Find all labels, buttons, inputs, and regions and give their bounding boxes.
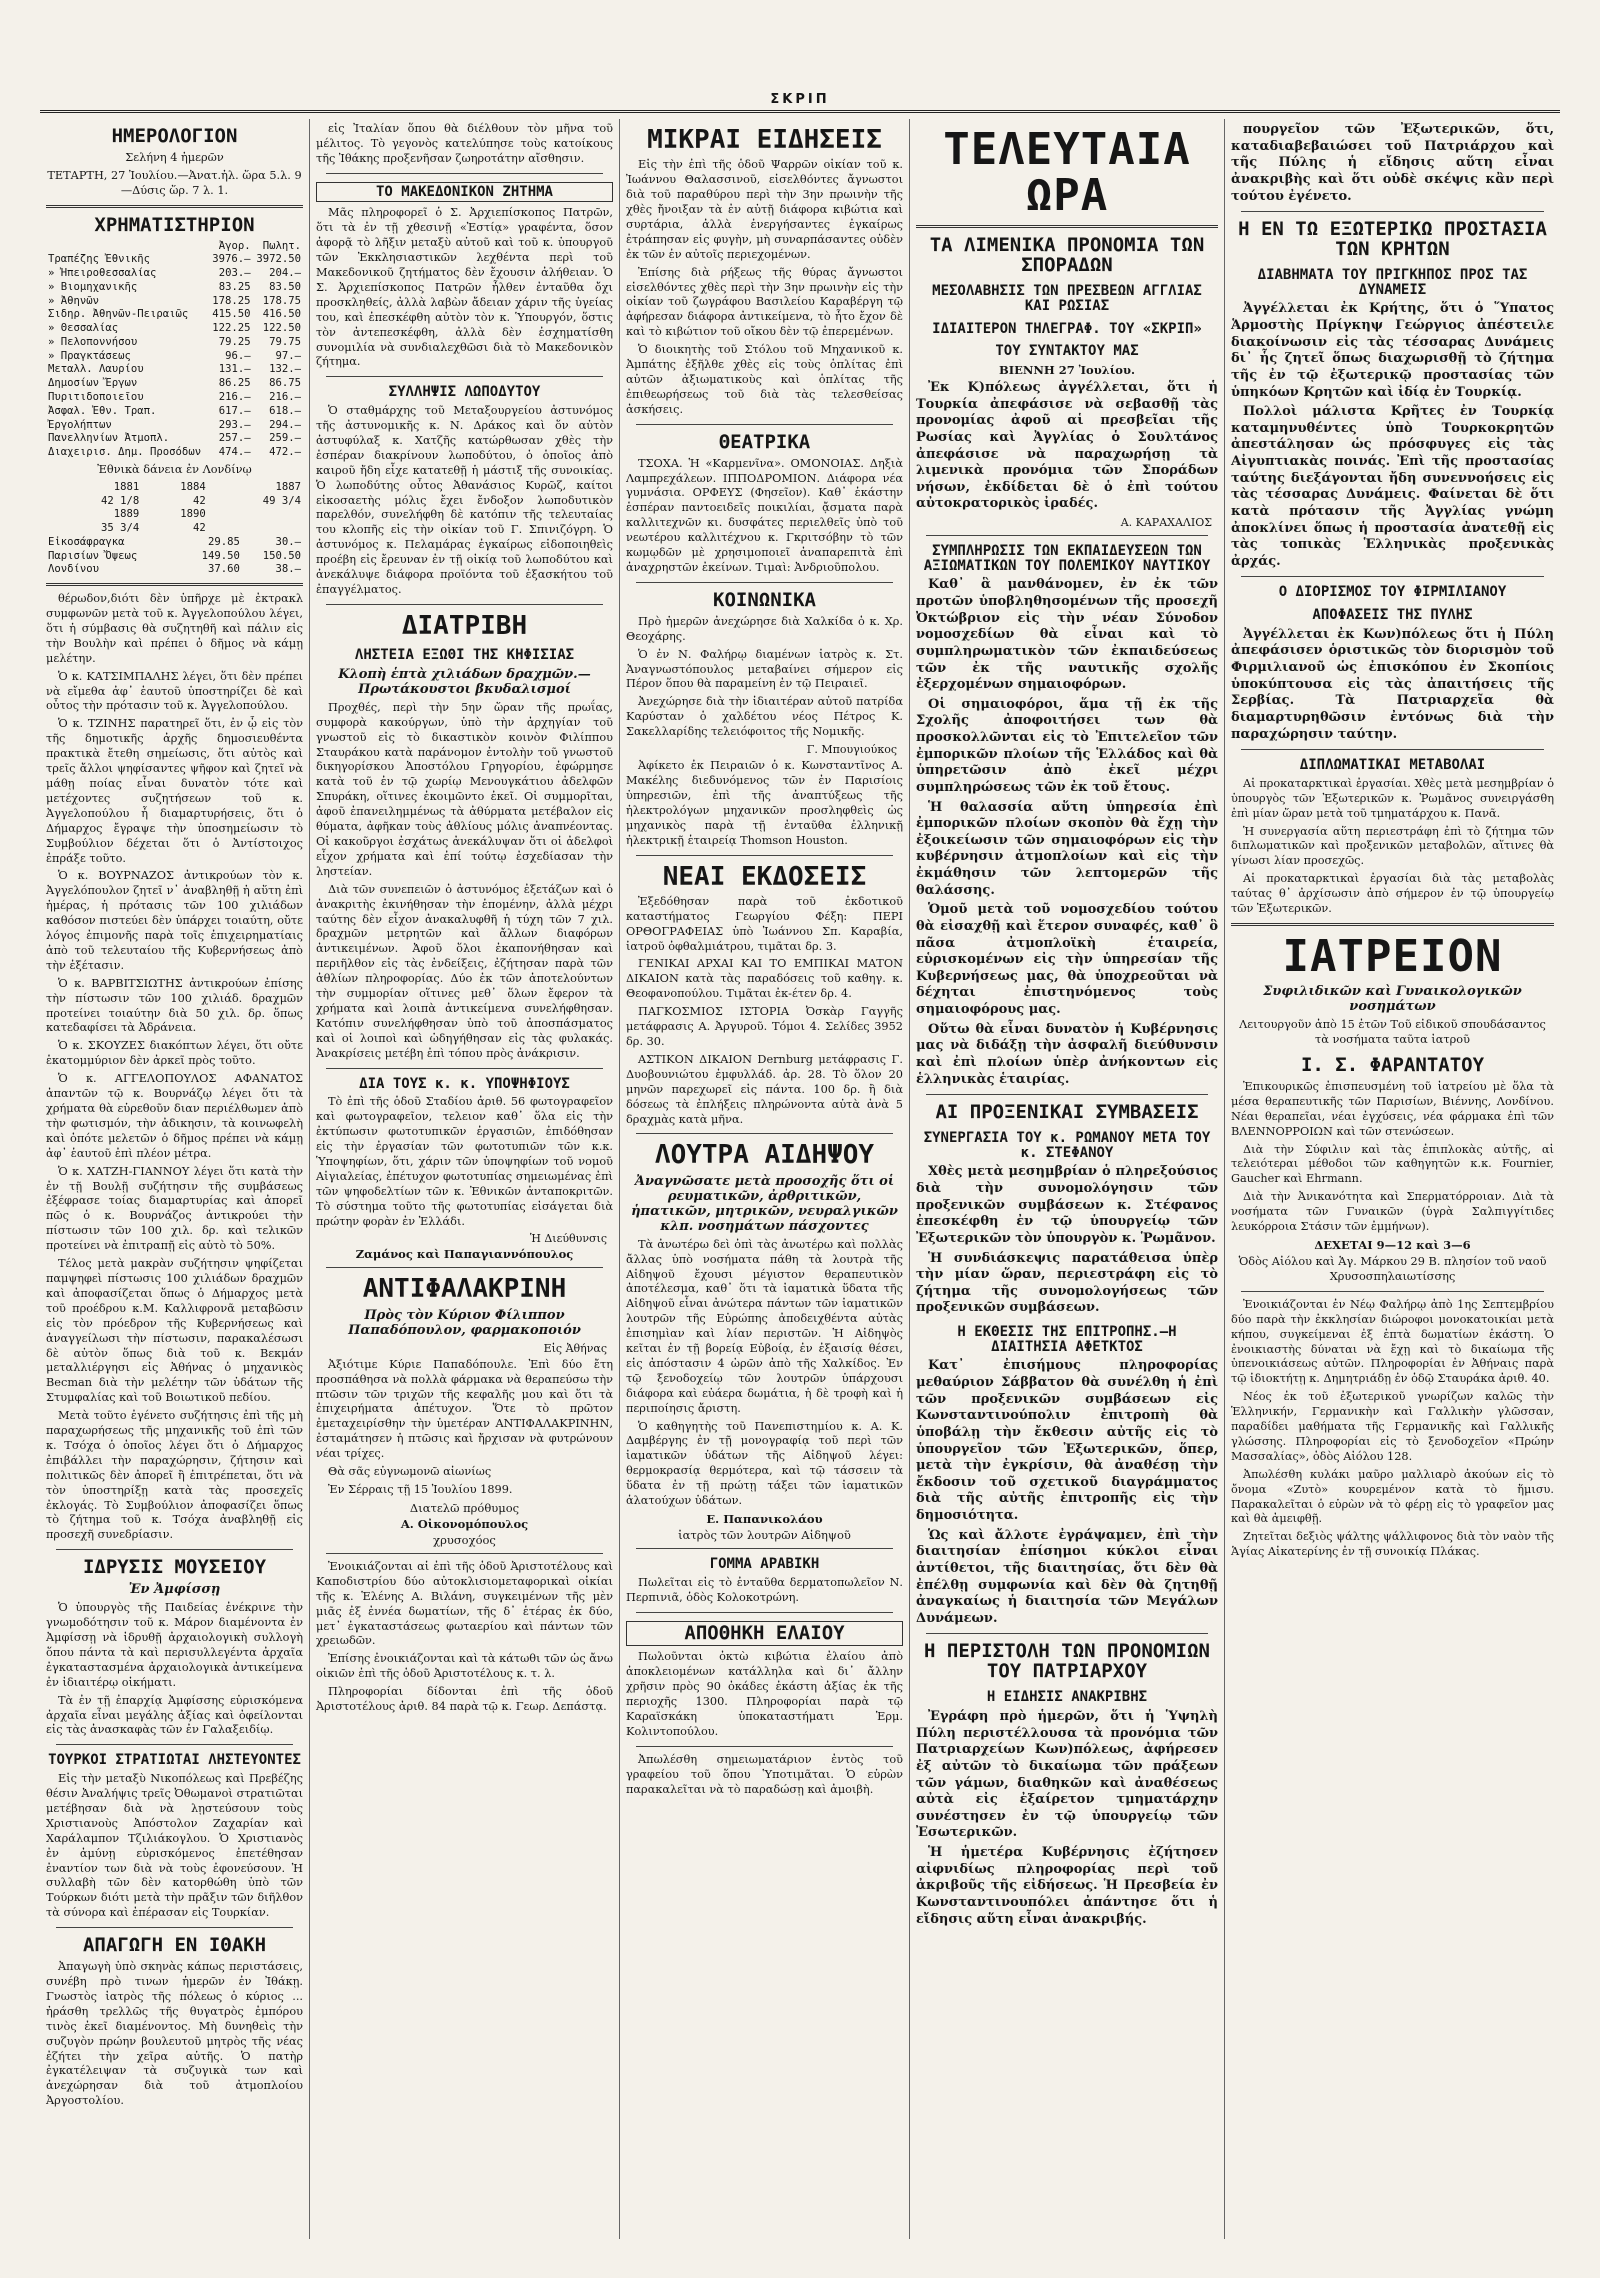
table-cell: 178.75 xyxy=(262,294,301,307)
table-row xyxy=(46,350,303,364)
classified-ad: Ἀπωλέσθη σημειωματάριον ἐντὸς τοῦ γραφείου τοῦ ὅπου Ὑποτιμᾶται. Ὁ εὑρὼν παρακαλεῖται νὰ τὸ παραδώσῃ καὶ ἀμοιβὴ. xyxy=(626,1752,903,1796)
macedonian-headline: ΤΟ ΜΑΚΕΔΟΝΙΚΟΝ ΖΗΤΗΜΑ xyxy=(316,182,613,203)
final-hour-headline: ΤΕΛΕΥΤΑΙΑ ΩΡΑ xyxy=(943,124,1191,222)
table-row xyxy=(46,240,303,254)
antifalakrini-lead: Πρὸς τὸν Κύριον Φίλιππον Παπαδόπουλον, φαρμακοποιόν xyxy=(348,1307,581,1338)
table-cell: 3976.— xyxy=(212,253,251,266)
diatrivi-headline: ΔΙΑΤΡΙΒΗ xyxy=(401,610,528,641)
article-text: Προχθές, περὶ τὴν 5ην ὥραν τῆς πρωΐας, συμφορὰ κακούργων, ὑπὸ τὴν ἀρχηγίαν τοῦ γνωστοῦ εἰς τὸ δικαστικὸν κοινὸν Φιλίππου Σταυράκου κατὰ παράνομον ἐντολὴν τοῦ γνωστοῦ δικηγορίσκου Ἀποστόλου Γρηγορίου, ἐφώρμησε κατὰ τοῦ ἐν τῷ χωρίῳ Μενουγκάτιου ἀδελφῶν Σπυράκη, οἵτινες ἐκοιμῶντο ἐκεῖ. Οἱ συμμορῖται, ἀφοῦ ἐπανειλημμένως τὰ ἀθύρματα μετέβαλον εἰς θύματα, ἀφῆκαν τοὺς ἀθλίους μόλις ἀναπνέοντας. Οἱ κακοῦργοι ἐσχάτως ἀνεκάλυψαν ὅτι οἱ ἀδελφοὶ εἶχον χρήματα καὶ ἐπί τούτῳ ἐσχεδίασαν τὴν ληστείαν. xyxy=(316,700,613,878)
table-cell: 1881 xyxy=(113,480,140,493)
port-subheadline: ΜΕΣΟΛΑΒΗΣΙΣ ΤΩΝ ΠΡΕΣΒΕΩΝ ΑΓΓΛΙΑΣ ΚΑΙ ΡΩΣΙΑΣ xyxy=(932,283,1202,314)
abduct-headline: ΑΠΑΓΩΓΗ ΕΝ ΙΘΑΚΗ xyxy=(82,1934,267,1957)
table-row xyxy=(46,295,303,309)
table-cell: Διαχειρισ. Δημ. Προσόδων xyxy=(48,446,202,459)
diatrivi-subheadline: ΛΗΣΤΕΙΑ ΕΞΩΘΙ ΤΗΣ ΚΗΦΙΣΙΑΣ xyxy=(354,647,575,664)
theatre-headline: ΘΕΑΤΡΙΚΑ xyxy=(718,430,811,453)
table-cell: 3972.50 xyxy=(256,253,301,266)
article-text: Ἀξιότιμε Κύριε Παπαδόπουλε. Ἐπὶ δύο ἔτη προσπάθησα νὰ πολλὰ φάρμακα νὰ θεραπεύσω τὴν πτῶσιν τῶν τριχῶν τῆς κεφαλῆς μου καὶ ὅτι τὰ ἐπιχειρήματα ἀπέτυχον. Ὅτε τὸ πρῶτον ἐμεταχειρίσθην τὴν ὑμετέραν ΑΝΤΙΦΑΛΑΚΡΙΝΗΝ, ἐσταμάτησεν ἡ πτῶσις καὶ ἤρχισαν νὰ φυτρώνουν νέαι τρίχες. xyxy=(316,1357,613,1461)
article-text: Μᾶς πληροφορεῖ ὁ Σ. Ἀρχιεπίσκοπος Πατρῶν, ὅτι τὰ ἐν τῇ χθεσινῇ «Ἑστίᾳ» γραφέντα, ὅσον ἀφορᾷ τὸ λῆξιν μεταξὺ αὐτοῦ καὶ τοῦ κ. ὑπουργοῦ τῶν Ἐκκλησιαστικῶν λεχθέντα περὶ τοῦ Μακεδονικοῦ ζητήματος δὲν ἔχουσιν ἀλήθειαν. Ὁ Σ. Ἀρχιεπίσκοπος Πατρῶν ἦλθεν ἐνταῦθα ὄχι προσκληθείς, ἀλλὰ λαβὼν ἄδειαν χάριν τῆς ὑγείας του, καὶ ἐπεσκέφθη αὐτὸν τὸν κ. Ὑπουργόν, ὅστις τὸν ἀντεπεσκέφθη, ἀλλὰ δὲν ἐσχηματίσθη συνομιλία νὰ συνδιαλεχθῶσι διὰ τὸ Μακεδονικὸν ζήτημα. xyxy=(316,206,613,369)
article-text: Τὰ ἀνωτέρω δεὶ ὀπὶ τὰς ἀνωτέρω καὶ πολλὰς ἄλλας ὑπὸ νοσήματα πάθη τὰ λουτρὰ τῆς Αἰδηψοῦ ἔχουσι μέγιστον θεραπευτικὸν ἀποτέλεσμα, καθ᾽ ὅτι τὰ ἰαματικὰ ὕδατα τῆς Αἰδηψοῦ εἶναι ἀνώτερα πάντων τῶν ἰαματικῶν λουτρῶν τῆς Εὐρώπης ἀποδειχθέντα αὐτὰς ἐπισημὶαν καὶ λίαν περιστῶν. Ἡ Αἰδηψὸς κεῖται ἐν τῇ βορείᾳ Εὐβοίᾳ, ἐν ἐξαισίᾳ θέσει, εἰς ἀπόστασιν 4 ὡρῶν ἀπὸ τῆς Χαλκίδος. Ἐν τῷ ξενοδοχείῳ τῶν λουτρῶν ὑπάρχουσι διάφορα καὶ εὐάερα δωμάτια, ἡ δὲ τροφὴ καὶ ἡ περιποίησις ἄριστη. xyxy=(626,1237,903,1415)
table-cell: 617.— xyxy=(218,404,251,417)
table-row xyxy=(46,377,303,391)
table-cell: » Ἠπειροθεσσαλίας xyxy=(48,267,157,280)
clinic-text: Ἐπικουρικῶς ἐπισπευσμένη τοῦ ἰατρείου μὲ ὅλα τὰ μέσα θεραπευτικῆς τῶν Παρισίων, Βιέννης, Λονδίνου. Νέαι θεραπεῖαι, νέαι ἐγχύσεις, νέα φάρμακα ἐπὶ τῶν ΒΛΕΝΝΟΡΡΟΙΩΝ καὶ τῶν στενώσεων. xyxy=(1231,1079,1554,1138)
table-cell: Μεταλλ. Λαυρίου xyxy=(48,363,144,376)
table-cell: 97.— xyxy=(275,349,301,362)
article-text: Ὁ κ. ΑΓΓΕΛΟΠΟΥΛΟΣ ΑΦΑΝΑΤΟΣ ἀπαντῶν τῷ κ. Βουρνάζῳ λέγει ὅτι τὰ χρήματα θὰ εὑρεθοῦν διαν περιέλθωμεν ἀπὸ τὴν φωτισμόν, τὴν ἀδικησιν, τὰ κοινωφελὴ καὶ ὁπότε μελετῶν ὁ δῆμος πρέπει νὰ κάμῃ ἀφ᾽ ἑαυτοῦ ἐπὶ πλέον μέτρα. xyxy=(46,1072,303,1160)
patriarch-subheadline: Η ΕΙΔΗΣΙΣ ΑΝΑΚΡΙΒΗΣ xyxy=(986,1689,1148,1706)
article-text: Αἱ προκαταρκτικαὶ ἐργασίαι διὰ τὰς μεταβολὰς ταύτας θ᾽ ἀρχίσωσιν ἀπὸ σήμερον ἐν τῷ ὑπουργείῳ τῶν Ἐξωτερικῶν. xyxy=(1231,872,1554,916)
table-cell: 96.— xyxy=(225,349,251,362)
publications-headline: ΝΕΑΙ ΕΚΔΟΣΕΙΣ xyxy=(662,861,867,892)
table-cell: 35 3/4 xyxy=(100,522,140,535)
table-cell: 178.25 xyxy=(212,294,251,307)
article-text: Μετὰ τοῦτο ἐγένετο συζήτησις ἐπὶ τῆς μὴ παραχωρήσεως τῆς μηχανικῆς τοῦ ἐπὶ τῶν κ. Τσόχα ὁ ὁποῖος λέγει ὅτι ὁ Δήμαρχος ἐπιβάλλει τὴν παραχώρησιν, ζήτησιν καὶ πολιτικῶς δὲν ἀπορεῖ ἢ ἐπιτρέπεται, ὅτι νὰ τὸν ὑποστηρίξῃ κατὰ τὰς προσεχεῖς ἐκλογάς. Τὸ Συμβούλιον ἀποφασίζει ὅπως τὸ ζήτημα τοῦ κ. Τσόχα ἀναβληθῇ εἰς προσεχῆ συνεδρίασιν. xyxy=(46,1409,303,1542)
column-3 xyxy=(620,119,910,2239)
exchange-table xyxy=(46,240,303,460)
table-cell: 83.25 xyxy=(218,280,251,293)
table-row xyxy=(46,495,303,509)
table-cell: 474.— xyxy=(218,446,251,459)
clinic-doctor-name: Ι. Σ. ΦΑΡΑΝΤΑΤΟΥ xyxy=(1300,1053,1485,1076)
table-row xyxy=(46,522,303,536)
classified-ad: Ζητεῖται δεξιὸς ψάλτης ψάλλιφονος διὰ τὸν ναὸν τῆς Ἁγίας Αἰκατερίνης ἐν τῇ συνοικίᾳ Πλάκας. xyxy=(1231,1530,1554,1559)
table-row xyxy=(46,363,303,377)
article-text: Πρὸ ἡμερῶν ἀνεχώρησε διὰ Χαλκίδα ὁ κ. Χρ. Θεοχάρης. xyxy=(626,614,903,643)
table-cell: 37.60 xyxy=(208,563,240,576)
article-text: Ἀνεχώρησε διὰ τὴν ἰδιαιτέραν αὐτοῦ πατρίδα Καρύσταν ὁ χαλδέτου νέος Πέτρος Κ. Σακελλαρίδης τελειόφοιτος τῆς Νομικῆς. xyxy=(626,695,903,739)
signature: Α. ΚΑΡΑΧΑΛΙΟΣ xyxy=(1120,516,1212,529)
article-text: Ἐξεδόθησαν παρὰ τοῦ ἐκδοτικοῦ καταστήματος Γεωργίου Φέξη: ΠΕΡΙ ΟΡΘΟΓΡΑΦΕΙΑΣ ὑπὸ Ἰωάννου Σπ. Καραβία, ἰατροῦ ὀφθαλμιάτρου, τιμᾶται δρ. 3. xyxy=(626,894,903,953)
table-cell: 150.50 xyxy=(262,549,301,562)
article-text: Χθὲς μετὰ μεσημβρίαν ὁ πληρεξούσιος διὰ τὴν συνομολόγησιν τῶν προξενικῶν συμβάσεων κ. Στέφανος ἐπεσκέφθη ἐν τῷ ὑπουργείῳ τῶν Ἐξωτερικῶν τὸν ὑπουργὸν κ. Ῥωμᾶνον. xyxy=(916,1164,1218,1246)
loans-table xyxy=(46,481,303,536)
column-4 xyxy=(910,119,1225,2239)
calendar-title: ΗΜΕΡΟΛΟΓΙΟΝ xyxy=(111,125,238,147)
table-cell: Πυριτιδοποιεῖου xyxy=(48,391,144,404)
table-row xyxy=(46,550,303,564)
signature: Α. Οἰκονομόπουλος xyxy=(400,1516,529,1531)
table-row xyxy=(46,281,303,295)
article-text: Τέλος μετὰ μακρὰν συζήτησιν ψηφίζεται παμψηφεὶ πίστωσις 100 χιλιάδων δραχμῶν καὶ ἀποφασίζεται ὅπως ὁ Δήμαρχος μετὰ τοῦ προέδρου κ.Μ. Καλλιφρονᾶ μεταβῶσιν εἰς τὸν πρόεδρον τῆς Κυβερνήσεως καὶ ἀναγγείλωσι τὴν πίστωσιν, παρακαλέσωσι δὲ αὐτὸν ὅπως διὰ τοῦ κ. Βεκμάν μεταλλιέργησι εἰς Ἀθήνας ὁ μηχανικὸς Becman διὰ τὴν μελέτην τῶν ὑδάτων τῆς Στυμφαλίας καὶ τοῦ Βοιωτικοῦ πεδίου. xyxy=(46,1257,303,1405)
clinic-address: Ὁδὸς Αἰόλου καὶ Ἁγ. Μάρκου 29 Β. πλησίον τοῦ ναοῦ Χρυσοσπηλαιωτίσσης xyxy=(1238,1254,1547,1283)
signature: Γ. Μπουγιούκος xyxy=(806,743,897,757)
article-text: Ὁ διοικητὴς τοῦ Στόλου τοῦ Μηχανικοῦ κ. Ἀμπάτης ἐξῆλθε χθὲς εἰς τοὺς ὁπλίτας ἐπὶ αὐτῶν ἀξιωματικοὺς καὶ ὁπλίτας τῆς ἐπιθεωρήσεως τοῦ διὰ τὰς τελεσθείσας ἀσκήσεις. xyxy=(626,343,903,416)
classified-ad: Ἐπίσης ἐνοικιάζονται καὶ τὰ κάτωθι τῶν ὡς ἄνω οἰκιῶν ἐπὶ τῆς ὁδοῦ Ἀριστοτέλους κ. τ. λ. xyxy=(316,1652,613,1681)
clinic-hours: ΔΕΧΕΤΑΙ 9—12 καὶ 3—6 xyxy=(1314,1237,1471,1252)
table-cell: Ἀσφαλ. Ἐθν. Τραπ. xyxy=(48,404,157,417)
article-text: Οἱ σημαιοφόροι, ἅμα τῇ ἐκ τῆς Σχολῆς ἀποφοιτήσει των θὰ προσκολλῶνται εἰς τὸ Ἐπιτελεῖον τῶν ἐμπορικῶν πλοίων τῆς Ἑλλάδος καὶ θὰ ὑπηρετῶσιν ἀπὸ ἐκεῖ μέχρι συμπληρώσεως τῶν ἐκ τοῦ ἔτους. xyxy=(916,696,1218,795)
article-text: Ἡ ἡμετέρα Κυβέρνησις ἐζήτησεν αἰφνιδίως πληροφορίας περὶ τοῦ ἀκριβοῦς τῆς εἰδήσεως. Ἡ Πρεσβεία ἐν Κωνσταντινουπόλει ἀπάντησε ὅτι ἡ εἴδησις αὕτη εἶναι ἀνακριβής. xyxy=(916,1845,1218,1927)
table-row xyxy=(46,267,303,281)
table-cell: » Θεσσαλίας xyxy=(48,322,119,335)
exchange-head-buy: Ἀγορ. xyxy=(218,239,251,252)
article-text: Ὁ κ. ΧΑΤΖΗ-ΓΙΑΝΝΟΥ λέγει ὅτι κατὰ τὴν ἐν τῇ Βουλῇ συζήτησιν τῆς συμβάσεως ἐξέφρασε τοίας διαμαρτυρίας καὶ ἀπορεῖ πῶς ὁ κ. Βουρνάζος ἀντικρούει τὴν πίστωσιν τῶν 100 χιλ. δρ. καὶ τελικῶν προτείνει νὰ ἐπιτραπῇ εἰς αὐτὸ τὸ 50%. xyxy=(46,1164,303,1253)
article-text: Ὁ καθηγητὴς τοῦ Πανεπιστημίου κ. Α. Κ. Δαμβέργης ἐν τῇ μονογραφίᾳ τοῦ περὶ τῶν ἰαματικῶν ὑδάτων τῆς Αἰδηψοῦ λέγει: θερμοκρασίᾳ θερμότερα, καὶ τῷ τάσσειν τὰ ὕδατα ἐν τῇ πρώτῃ τάξει τῶν ἰαματικῶν ἁλατούχων ὑδάτων. xyxy=(626,1419,903,1508)
classified-ad: Ἀπωλέσθη κυλάκι μαῦρο μαλλιαρὸ ἀκούων εἰς τὸ ὄνομα «Ζυτὸ» κουρεμένον κατὰ τὸ ἥμισυ. Παρακαλεῖται ὁ εὑρὼν νὰ τὸ φέρῃ εἰς τὸ γραφεῖον μας καὶ θὰ ἀμειφθῇ. xyxy=(1231,1467,1554,1526)
firmilian-subheadline: ΑΠΟΦΑΣΕΙΣ ΤΗΣ ΠΥΛΗΣ xyxy=(1312,607,1473,624)
classified-ad: Πωλοῦνται ὀκτὼ κιβώτια ἐλαίου ἀπὸ ἀποκλειομένων κατάλληλα καὶ δι᾽ ἄλλην χρῆσιν πρὸς 90 ὀκάδες ἐκάστη ἀξίας ἐκ τῆς περιοχῆς 1300. Πληροφορίαι παρὰ τῷ Καραϊσκάκη ὑποκαταστήματι Ἑρμ. Κολιντοπούλου. xyxy=(626,1650,903,1738)
table-cell: Παρισίων Ὄψεως xyxy=(48,549,138,562)
article-text: Ἀφίκετο ἐκ Πειραιῶν ὁ κ. Κωνσταντῖνος Α. Μακέλης διεδυνόμενος τῶν ἐν Παρισίοις ὑπηρεσιῶν, ἐπὶ τῆς ἀναπτύξεως τῆς ἠλεκτρολόγων μηχανικῶν προσληφθεὶς ὡς μηχανικὸς παρὰ τῇ ἐνταῦθα ἐλληνικῇ ἠλεκτρικῇ ἑταιρείᾳ Thomson Houston. xyxy=(626,759,903,847)
table-cell: 216.— xyxy=(218,391,251,404)
table-cell: 416.50 xyxy=(262,308,301,321)
table-row xyxy=(46,536,303,550)
diatrivi-lead: Κλοπὴ ἑπτὰ χιλιάδων δραχμῶν.—Πρωτάκουστοι βκυδαλισμοί xyxy=(338,666,591,697)
table-cell: Σιδηρ. Ἀθηνῶν-Πειραιῶς xyxy=(48,308,189,321)
signature: χρυσοχόος xyxy=(433,1532,496,1547)
table-cell: 29.85 xyxy=(208,535,240,548)
calendar-date: ΤΕΤΑΡΤΗ, 27 Ἰουλίου.—Ἀνατ.ἡλ. ὥρα 5.λ. 9—Δύσις ὥρ. 7 λ. 1. xyxy=(47,168,302,197)
firmilian-headline: Ο ΔΙΟΡΙΣΜΟΣ ΤΟΥ ΦΙΡΜΙΛΙΑΝΟΥ xyxy=(1278,584,1507,601)
table-cell: 49 3/4 xyxy=(262,494,301,507)
exchange-title: ΧΡΗΜΑΤΙΣΤΗΡΙΟΝ xyxy=(94,213,255,236)
column-2 xyxy=(310,119,620,2239)
article-text: Ἐπίσης διὰ ρήξεως τῆς θύρας ἄγνωστοι εἰσελθόντες χθὲς περὶ τὴν 3ην πρωινὴν εἰς τὴν οἰκίαν τοῦ ζωγράφου Βασιλείου Καραβέργη τῷ ἀφήρεσαν διάφορα ἀντικείμενα, τὸ ἦτο ἔχον δὲ καὶ τὸ κιβώτιον τοῦ οἴκου δὲν τῷ ἐπερεμένων. xyxy=(626,265,903,339)
article-text: Ὁ κ. ΤΖΙΝΗΣ παρατηρεῖ ὅτι, ἐν ᾧ εἰς τὸν τῆς δημοτικῆς ἀρχῆς δημοσιευθέντα πρακτικὰ ἔτεθη σημείωσις, ὅτι αὐτὸς καὶ τρεῖς ἄλλοι ψηφίσαντες ψῆφον καὶ ζητεῖ νὰ μάθῃ ποίας εἶναι δυνατὸν τότε καὶ μετέχοντες συζητήσεων τοῦ κ. Ἀγγελοπούλου ἦ διαμαρτυρήσεις, ὅτι ὁ Δήμαρχος ἔγραψε τὴν ὑποσημείωσιν τὸ Συμβούλιον δέχεται ὅτι ὁ Ἀντίστοιχος ἐπράξε τοῦτο. xyxy=(46,717,303,865)
table-row xyxy=(46,432,303,446)
table-cell: 618.— xyxy=(269,404,301,417)
oil-headline: ΑΠΟΘΗΚΗ ΕΛΑΙΟΥ xyxy=(626,1621,903,1647)
table-row xyxy=(46,253,303,267)
table-cell: Πανελληνίων Ἀτμοπλ. xyxy=(48,432,170,445)
article-text: πουργεῖον τῶν Ἐξωτερικῶν, ὅτι, καταδιαβεβαιώσει τοῦ Πατριάρχου καὶ τῆς Πύλης ἡ εἴδησις αὕτη εἶναι ἀνακριβὴς καὶ ὅτι οὐδὲ σκέψις κἂν περὶ τούτου ἐγένετο. xyxy=(1231,122,1554,204)
table-cell: 83.50 xyxy=(269,280,301,293)
article-text: Ὁ κ. ΒΑΡΒΙΤΣΙΩΤΗΣ ἀντικρούων ἐπίσης τὴν πίστωσιν τῶν 100 χιλιάδ. δραχμῶν προτείνει τοιαύτην διὰ 50 χιλ. δρ. ὅπως κατεδαφίσει τὰ Ἀδράνεια. xyxy=(46,976,303,1035)
clinic-headline: ΙΑΤΡΕΙΟΝ xyxy=(1282,930,1503,982)
table-row xyxy=(46,419,303,433)
article-text: Ὁ ὑπουργὸς τῆς Παιδείας ἐνέκρινε τὴν γνωμοδότησιν τοῦ κ. Μάρον διαμένοντα ἐν Ἀμφίσσῃ νὰ ἱδρυθῇ ἀρχαιολογικὴ συλλογὴ ὅπου πάντα τὰ καὶ περισυλλεγέντα ἀρχαῖα ἐγκαταστασμένα ἀρχαιολογικὰ ἀντικείμενα ἐν ἰδιαιτέρῳ οἰκήματι. xyxy=(46,1601,303,1689)
article-text: Ἐγράφη πρὸ ἡμερῶν, ὅτι ἡ Ὑψηλὴ Πύλη περιστέλλουσα τὰ προνόμια τῶν Πατριαρχείων Κων)πόλεως, ἀφήρεσεν ἐξ αὐτῶν τὸ δικαίωμα τῶν πράξεων τῶν γάμων, διαθηκῶν καὶ ἀναθέσεως αὐτὰ εἰς ἐξαίρετον τμηματάρχην συνέστησεν ἐν τῷ ὑπουργείῳ τῶν Ἐσωτερικῶν. xyxy=(916,1709,1218,1841)
table-cell: 415.50 xyxy=(212,308,251,321)
table-cell: Λονδίνου xyxy=(48,563,100,576)
article-text: Αἱ προκαταρκτικαὶ ἐργασίαι. Χθὲς μετὰ μεσημβρίαν ὁ ὑπουργὸς τῶν Ἐξωτερικῶν κ. Ῥωμᾶνος συνειργάσθη ἐπὶ μίαν ὥραν μετὰ τοῦ τμηματάρχου κ. Πανᾶ. xyxy=(1231,776,1554,820)
signature: ἰατρὸς τῶν λουτρῶν Αἰδηψοῦ xyxy=(678,1528,851,1543)
place: Εἰς Ἀθήνας xyxy=(543,1341,607,1355)
article-text: Οὕτω θὰ εἶναι δυνατὸν ἡ Κυβέρνησις μας νὰ διδάξῃ τὴν ἀσφαλῆ διεύθυνσιν καὶ ἐπὶ πλοίων ὑπὲρ ἀνήκοντων εἰς ἑλληνικὰς ἑταιρίας. xyxy=(916,1021,1218,1087)
article-text: ΓΕΝΙΚΑΙ ΑΡΧΑΙ ΚΑΙ ΤΟ ΕΜΠΙΚΑΙ ΜΑΤΟΝ ΔΙΚΑΙΟΝ κατὰ τὰς παραδόσεις τοῦ καθηγ. κ. Θεοφανοπούλου. Τιμᾶται ἐκ-έτεν δρ. 4. xyxy=(626,957,903,1001)
classified-ad: Πληροφορίαι δίδονται ἐπὶ τῆς ὁδοῦ Ἀριστοτέλους ἀριθ. 84 παρὰ τῷ κ. Γεωρ. Δεπάστᾳ. xyxy=(316,1685,613,1714)
signature: Διατελῶ πρόθυμος xyxy=(409,1500,520,1515)
social-headline: ΚΟΙΝΩΝΙΚΑ xyxy=(713,588,816,611)
article-text: Ἀπαγωγὴ ὑπὸ σκηνὰς κάπως περιστάσεις, συνέβη πρὸ τινων ἡμερῶν ἐν Ἰθάκῃ. Γνωστὸς ἰατρὸς τῆς πόλεως ὁ κύριος ... ἠράσθη τρελλῶς τῆς θυγατρὸς ἐμπόρου τινὸς ἐκεῖ διαμένοντος. Μὴ δυνηθεὶς τὴν συζυγὸν πρώην βουλευτοῦ μητρὸς τῆς νέας ἐζήτει τὴν χεῖρα αὐτῆς. Ὁ πατὴρ ἐγκατέλειψαν τὰ συζυγικὰ των καὶ ἀνεχώρησαν διὰ τοῦ ἀτμοπλοίου Ἀργοστολίου. xyxy=(46,1960,303,2108)
arrest-headline: ΣΥΛΛΗΨΙΣ ΛΩΠΟΔΥΤΟΥ xyxy=(388,384,541,401)
antifalakrini-headline: ΑΝΤΙΦΑΛΑΚΡΙΝΗ xyxy=(362,1274,567,1305)
loans-title: Ἐθνικὰ δάνεια ἐν Λονδίνῳ xyxy=(97,462,252,476)
article-text: Ὁ κ. ΒΟΥΡΝΑΖΟΣ ἀντικρούων τὸν κ. Ἀγγελόπουλον ζητεῖ ν᾽ ἀναβληθῇ ἡ αὕτη ἐπὶ ἡμέρας, ἡ πρότασις τῶν 100 χιλιάδων καθόσον πιστεύει δὲν ὑπάρχει τοιαύτη, οὔτε λόγος ἐπιμονῆς παρὰ τοῖς ἐπιχειρηματίαις ἀπὸ τοῦ τελευταίου τῆς Κυβερνήσεως ἀπὸ τὴν ἐξέτασιν. xyxy=(46,869,303,972)
table-cell: 203.— xyxy=(218,267,251,280)
article-text: Ὁ κ. ΣΚΟΥΖΕΣ διακόπτων λέγει, ὅτι οὔτε ἑκατομμύριον δὲν ἀρκεῖ πρὸς τοῦτο. xyxy=(46,1039,303,1068)
table-row xyxy=(46,446,303,460)
article-text: θέρωδον,διότι δὲν ὑπῆρχε μὲ ἐκτρακλ συμφωνῶν μετὰ τοῦ κ. Ἀγγελοπούλου λέγει, ὅτι ἡ σύμβασις θὰ συζητηθῆ καὶ πάλιν εἰς τὴν Βουλὴν καὶ πρέπει ὁ δῆμος νὰ κάμῃ μελέτην. xyxy=(46,592,303,665)
report-headline: Η ΕΚΘΕΣΙΣ ΤΗΣ ΕΠΙΤΡΟΠΗΣ.—Η ΔΙΑΙΤΗΣΙΑ ΑΦΕΤΚΤΟΣ xyxy=(957,1324,1177,1355)
article-text: Ἡ συνεργασία αὕτη περιεστράφη ἐπὶ τὸ ζήτημα τῶν διπλωματικῶν καὶ προξενικῶν μεταβολῶν, αἵτινες θὰ γίνωσι λίαν προσεχῶς. xyxy=(1231,824,1554,868)
article-text: ΤΣΟΧΑ. Ἡ «Καρμενῖνα». ΟΜΟΝΟΙΑΣ. Δηξιὰ Λαμπρεχάλεων. ΙΠΠΟΔΡΟΜΙΟΝ. Διάφορα νέα γυμνάσια. ΟΡΦΕΥΣ (Φησεῖον). Καθ᾽ ἑκάστην ἑσπέραν παντοειδεῖς ποικιλίαι, ᾄσματα παρὰ καλλιτεχνῶν κι. δυσφάτες περιελθεῖς ὑπὸ τοῦ νεωτέρου καλλιτέχνου κ. Γκριτσόβην τὸ τῶν κωμῳδῶν μὲ χρησιμοποιεῖ ἀναπαρεπιτὰ ἐπὶ ἀναχρηστῶν ἐκείνων. Τιμαὶ: Ἀνδριοῦπολου. xyxy=(626,456,903,574)
table-row xyxy=(46,405,303,419)
table-cell: » Ἀθηνῶν xyxy=(48,294,100,307)
crete-subheadline: ΔΙΑΒΗΜΑΤΑ ΤΟΥ ΠΡΙΓΚΗΠΟΣ ΠΡΟΣ ΤΑΣ ΔΥΝΑΜΕΙΣ xyxy=(1257,267,1528,298)
table-cell: 1884 xyxy=(180,480,206,493)
table-cell: » Πραγκτάσεως xyxy=(48,349,131,362)
consular-headline: ΑΙ ΠΡΟΞΕΝΙΚΑΙ ΣΥΜΒΑΣΕΙΣ xyxy=(935,1101,1199,1124)
article-text: Ὁμοῦ μετὰ τοῦ νομοσχεδίου τούτου θὰ εἰσαχθῇ καὶ ἕτερον συναφές, καθ᾽ ὃ πᾶσα ἀτμοπλοϊκὴ ἑταιρεία, εὑρισκομένων εἰς τὴν ὑπηρεσίαν τῆς Κυβερνήσεως μας, θὰ ὑποχρεοῦται νὰ δέχηται ἐπιστηνόμενος τοὺς σημαιοφόρους μας. xyxy=(916,902,1218,1017)
article-text: Ὡς καὶ ἄλλοτε ἐγράψαμεν, ἐπὶ τὴν διαιτησίαν ἐπίσημοι κύκλοι εἶναι ἀντίθετοι, τῆς διαιτησίας, ὅτι δὲν θὰ ἐπέλθῃ συμφωνία καὶ δὲν θὰ ζητηθῇ ἀναγκαίως ἡ διαιτησία τῶν Μεγάλων Δυνάμεων. xyxy=(916,1527,1218,1626)
diplomatic-headline: ΔΙΠΛΩΜΑΤΙΚΑΙ ΜΕΤΑΒΟΛΑΙ xyxy=(1299,757,1486,774)
table-row xyxy=(46,508,303,522)
table-cell: 42 xyxy=(192,522,206,535)
table-row xyxy=(46,481,303,495)
classified-ad: Ἐνοικιάζονται ἐν Νέῳ Φαλήρῳ ἀπὸ 1ης Σεπτεμβρίου δύο παρὰ τὴν ἐκκλησίαν διώροφοι μονοκατοικίαι μετὰ κήπου, συγκείμεναι ἐξ ἑπτὰ δωματίων ἑκάστη. Ὁ ἐνοικιαστὴς δύναται νὰ ἔχῃ καὶ τὸ δικαίωμα τῆς ὑπενοικιάσεως αὐτῶν. Πληροφορίαι ἐν Ἀθήναις παρὰ τῷ ἰδιοκτήτῃ κ. Δημητριάδῃ ἐν ὁδῷ Σταυράκα ἀριθ. 40. xyxy=(1231,1297,1554,1386)
article-text: Εἰς τὴν μεταξὺ Νικοπόλεως καὶ Πρεβέζης θέσιν Ἀναλήψις τρεῖς Ὀθωμανοὶ στρατιῶται μετέβησαν διὰ νὰ λῃστεύσουν τοὺς Χριστιανοὺς Ἀπόστολον Ζαχαρίαν καὶ Χαράλαμπον Τζιλιάκογλου. Ὁ Χριστιανὸς ἐν ἀμύνῃ εὑρισκόμενος ἐπετέθησαν ἐναντίον των διὰ νὰ τοὺς ἐφονεύσουν. Ἡ συλλαβὴ τῶν δὲν κατορθώθη ὑπὸ τῶν Τούρκων διότι μετὰ τὴν πρᾶξιν τῶν διῆλθον τὰ σύνορα καὶ ἐπέρασαν εἰς Τουρκίαν. xyxy=(46,1772,303,1920)
table-cell: » Βιομηχανικῆς xyxy=(48,280,138,293)
article-text: Τὸ ἐπὶ τῆς ὁδοῦ Σταδίου ἀριθ. 56 φωτογραφεῖον καὶ φωτογραφεῖον, τελειον καθ᾽ ὅλα εἰς τὴν ἐκτύπωσιν φωτοτυπικῶν ἐργασιῶν, ἐπιδόθησαν εἰς τὴν ἐργασίαν τῶν φωτοτυπιῶν τῶν κ.κ. Ὑποψηφίων, ὅτι, χάριν τῶν ὑποψηφίων τοῦ νομοῦ Αἰγιαλείας, ἐπέτυχον φωτοτυπίας σημειωμένας ἐπὶ τῶν ψηφοδελτίων τῶν κ. Ἐθνικῶν ἀνταποκριτῶν. Τὸ σύστημα τοῦτο τῆς φωτοτυπίας εἰσάγεται διὰ πρώτην φορὰν ἐν Ἑλλάδι. xyxy=(316,1095,613,1228)
article-text: Εἰς τὴν ἐπὶ τῆς ὁδοῦ Ψαρρῶν οἰκίαν τοῦ κ. Ἰωάννου Θαλασσινοῦ, εἰσελθόντες ἄγνωστοι διὰ τοῦ παραθύρου περὶ τὴν 3ην πρωινὴν τῆς χθὲς ἤνοιξαν τὰ ἐν αὐτῇ διάφορα κιβώτια καὶ συρτάρια, ἀλλὰ ἐνεργήσαντες ἐγκαίρως ἐτράπησαν εἰς φυγὴν, μὴ συναρπάσαντες οὐδὲν ἐκ τῶν ἐν αὐτοῖς περιεχομένων. xyxy=(626,158,903,261)
article-text: Ἀγγέλλεται ἐκ Κρήτης, ὅτι ὁ Ὕπατος Ἁρμοστὴς Πρίγκηψ Γεώργιος ἀπέστειλε διακοίνωσιν εἰς τὰς τέσσαρας Δυνάμεις δι᾽ ἧς ζητεῖ ὅπως διαχωρισθῇ τὸ ζήτημα τῆς ἐν τῷ ἐξωτερικῷ προστασίας τῶν ὑπηκόων Κρητῶν καὶ ἰδίᾳ ἐν Τουρκίᾳ. xyxy=(1231,301,1554,400)
calendar-moon: Σελήνη 4 ἡμερῶν xyxy=(125,150,224,164)
clinic-text: Λειτουργοῦν ἀπὸ 15 ἐτῶν Τοῦ εἰδικοῦ σπουδάσαντος τὰ νοσήματα ταῦτα ἰατροῦ xyxy=(1239,1018,1546,1047)
baths-lead: Ἀναγνῶσατε μετὰ προσοχῆς ὅτι οἱ ρευματικῶν, ἀρθριτικῶν, ἡπατικῶν, μητρικῶν, νευραλγικῶν κλπ. νοσημάτων πάσχοντες xyxy=(631,1173,898,1234)
gum-headline: ΓΟΜΜΑ ΑΡΑΒΙΚΗ xyxy=(709,1556,820,1573)
classified-ad: Ἐνοικιάζονται αἱ ἐπὶ τῆς ὁδοῦ Ἀριστοτέλους καὶ Καποδιστρίου δύο αὐτοκλισιομεταφορικαὶ οἰκίαι τῆς κ. Ἑλένης Α. Βιλάνη, συγκειμένων τῆς μὲν μιᾶς ἐξ ἐννέα δωματίων, τῆς δ᾽ ἑτέρας ἐκ δύο, μετ᾽ ἐγκαταστάσεως φωταερίου καὶ πάντων τῶν χρειωδῶν. xyxy=(316,1559,613,1648)
table-row xyxy=(46,336,303,350)
table-cell: 42 1/8 xyxy=(100,494,140,507)
newspaper-page xyxy=(40,110,1560,2243)
article-text: Ἡ θαλασσία αὕτη ὑπηρεσία ἐπὶ ἐμπορικῶν πλοίων σκοπὸν θὰ ἔχῃ τὴν ἐξοικείωσιν τῶν σημαιοφόρων εἰς τὴν κυβέρνησιν ἀτμοπλοίων καὶ εἰς τὴν ἐκμάθησιν τῶν λεπτομερῶν τῆς θαλάσσης. xyxy=(916,799,1218,898)
table-cell xyxy=(208,522,303,536)
crete-headline: Η ΕΝ ΤΩ ΕΞΩΤΕΡΙΚΩ ΠΡΟΣΤΑΣΙΑ ΤΩΝ ΚΡΗΤΩΝ xyxy=(1238,218,1547,261)
article-text: Ἀγγέλλεται ἐκ Κων)πόλεως ὅτι ἡ Πύλη ἀπεφάσισεν ὁριστικῶς τὸν διορισμὸν τοῦ Φιρμιλιανοῦ ὡς ἐπισκόπου ἐν Σκοπίοις ὑποκύπτουσα εἰς τὰς ἀπαιτήσεις τῆς Σερβίας. Τὰ Πατριαρχεῖα θὰ διαμαρτυρηθῶσιν ἐντόνως διὰ τὴν παραχώρησιν ταύτην. xyxy=(1231,626,1554,742)
table-cell: 86.25 xyxy=(218,377,251,390)
table-cell: 204.— xyxy=(269,267,301,280)
classified-ad: Νέος ἐκ τοῦ ἐξωτερικοῦ γνωρίζων καλῶς τὴν Ἑλληνικήν, Γερμανικὴν καὶ Γαλλικὴν γλῶσσαν, παραδίδει μαθήματα τῆς Γερμανικῆς καὶ Γαλλικῆς γλώσσης. Πληροφορίαι εἰς τὸ ξενοδοχεῖον «Πρώην Μασσαλίας», ὁδὸς Αἰόλου 128. xyxy=(1231,1390,1554,1463)
article-text: Ὁ κ. ΚΑΤΣΙΜΠΑΛΗΣ λέγει, ὅτι δὲν πρέπει νὰ εἴμεθα ἀφ᾽ ἑαυτοῦ ὑποστηρίζει δὲ καὶ οὗτος τὴν πρότασιν τοῦ κ. Ἀγγελοπούλου. xyxy=(46,669,303,713)
column-1 xyxy=(40,119,310,2239)
exchange-head-sell: Πωλητ. xyxy=(262,239,301,252)
table-cell: 294.— xyxy=(269,418,301,431)
table-cell: 293.— xyxy=(218,418,251,431)
table-cell: 79.75 xyxy=(269,335,301,348)
naval-headline: ΣΥΜΠΛΗΡΩΣΙΣ ΤΩΝ ΕΚΠΑΙΔΕΥΣΕΩΝ ΤΩΝ ΑΞΙΩΜΑΤΙΚΩΝ ΤΟΥ ΠΟΛΕΜΙΚΟΥ ΝΑΥΤΙΚΟΥ xyxy=(923,543,1211,574)
table-cell: 259.— xyxy=(269,432,301,445)
port-subheadline: ΙΔΙΑΙΤΕΡΟΝ ΤΗΛΕΓΡΑΦ. ΤΟΥ «ΣΚΡΙΠ» xyxy=(932,320,1202,337)
table-cell: 216.— xyxy=(269,391,301,404)
table-cell: Τραπέζης Ἐθνικῆς xyxy=(48,253,151,266)
fx-table xyxy=(46,536,303,577)
table-row xyxy=(46,563,303,577)
clinic-lead: Συφιλιδικῶν καὶ Γυναικολογικῶν νοσημάτων xyxy=(1263,984,1522,1015)
table-cell: 472.— xyxy=(269,446,301,459)
table-cell: 257.— xyxy=(218,432,251,445)
column-5 xyxy=(1225,119,1560,2239)
table-cell: Δημοσίων Ἔργων xyxy=(48,377,138,390)
port-subheadline: ΤΟΥ ΣΥΝΤΑΚΤΟΥ ΜΑΣ xyxy=(995,343,1139,360)
article-text: ΠΑΓΚΟΣΜΙΟΣ ΙΣΤΟΡΙΑ Ὀσκὰρ Γαγγῆς μετάφρασις Α. Ἀργυροῦ. Τόμοι 4. Σελίδες 3952 δρ. 30. xyxy=(626,1005,903,1048)
news-headline: ΜΙΚΡΑΙ ΕΙΔΗΣΕΙΣ xyxy=(647,125,882,155)
table-cell: » Πελοποννήσου xyxy=(48,335,138,348)
table-cell: Ἐργολήπτων xyxy=(48,418,112,431)
table-cell: 149.50 xyxy=(201,549,240,562)
table-cell: 38.— xyxy=(275,563,301,576)
masthead: ΣΚΡΙΠ xyxy=(770,92,830,107)
article-text: Πολλοὶ μάλιστα Κρῆτες ἐν Τουρκίᾳ καταμηνυθέντες ὑπὸ Τουρκοκρητῶν ἀπεστάλησαν ὡς πρόσφυγες εἰς τὰς Αἰγυπτιακὰς ποινάς. Ἐπὶ τῆς προστασίας ταύτης διεξάγονται ἤδη συνεννοήσεις εἰς τὰς τέσσαρας Δυνάμεις. Φαίνεται δὲ ὅτι κατὰ πρότασιν τῆς Ἀγγλίας γνώμη ἀποκλίνει ὅπως ἡ προστασία ἀνατεθῇ εἰς τὰς τοπικὰς Ἑλληνικὰς προξενικὰς ἀρχάς. xyxy=(1231,404,1554,569)
table-cell: Εἰκοσάφραγκα xyxy=(48,535,125,548)
article-text: Κατ᾽ ἐπισήμους πληροφορίας μεθαύριον Σάββατον θὰ συνέλθη ἡ ἐπὶ τῶν προξενικῶν συμβάσεων εἰς Κωνσταντινούπολιν ἐπιτροπὴ θὰ ὑποβάλῃ τὴν ἔκθεσιν αὐτῆς εἰς τὸ ὑπουργεῖον τῶν Ἐξωτερικῶν, ὅπερ, μετὰ τὴν ἐγκρίσιν, θὰ ἀναθέσῃ τὴν ἔκδοσιν τοῦ σχετικοῦ διαγράμματος διὰ τῆς αὐτῆς ἐπιτροπῆς εἰς τὴν δημοσιότητα. xyxy=(916,1358,1218,1524)
table-cell: 42 xyxy=(192,494,206,507)
article-text: Τὰ ἐν τῇ ἐπαρχίᾳ Ἀμφίσσης εὑρισκόμενα ἀρχαῖα εἶναι μεγάλης ἀξίας καὶ ὀφείλονται εἰς τὰς ἀνασκαφὰς τῶν ἐν Γαλαξειδίῳ. xyxy=(46,1693,303,1737)
table-cell: 1889 xyxy=(113,508,140,521)
table-cell: 86.75 xyxy=(269,377,301,390)
candidates-headline: ΔΙΑ ΤΟΥΣ κ. κ. ΥΠΟΨΗΦΙΟΥΣ xyxy=(359,1075,570,1092)
baths-headline: ΛΟΥΤΡΑ ΑΙΔΗΨΟΥ xyxy=(654,1140,875,1171)
table-cell: 79.25 xyxy=(218,335,251,348)
museum-headline: ΙΔΡΥΣΙΣ ΜΟΥΣΕΙΟΥ xyxy=(82,1556,267,1579)
article-text: Ἐν Σέρραις τῇ 15 Ἰουλίου 1899. xyxy=(328,1482,513,1496)
table-cell: 122.25 xyxy=(212,322,251,335)
article-text: εἰς Ἰταλίαν ὅπου θὰ διέλθουν τὸν μῆνα τοῦ μέλιτος. Τὸ γεγονὸς κατελύπησε τοὺς κατοίκους τῆς Ἰθάκης προξενῆσαν ζωηροτάτην αἴσθησιν. xyxy=(316,122,613,165)
signature: Ἡ Διεύθυνσις xyxy=(529,1232,607,1246)
article-text: Ὁ ἐν Ν. Φαλήρῳ διαμένων ἰατρὸς κ. Στ. Ἀναγνωστόπουλος μεταβαίνει σήμερον εἰς Πέρον ὅπου θὰ παραμείνη ἐν τῷ Πειραιεῖ. xyxy=(626,647,903,691)
table-cell: 132.— xyxy=(269,363,301,376)
signature: Ε. Παπανικολάου xyxy=(706,1512,823,1527)
table-cell: 1887 xyxy=(275,480,301,493)
turk-headline: ΤΟΥΡΚΟΙ ΣΤΡΑΤΙΩΤΑΙ ΛΗΣΤΕΥΟΝΤΕΣ xyxy=(48,1752,301,1769)
signature: Ζαμάνος καὶ Παπαγιαννόπουλος xyxy=(355,1247,574,1262)
clinic-text: Διὰ τὴν Ἀνικανότητα καὶ Σπερματόρροιαν. Διὰ τὰ νοσήματα τῶν Γυναικῶν (ὑγρὰ Σαλπιγγίτιδες λευκόρροια Στάσιν τῶν ἐμμήνων). xyxy=(1231,1190,1554,1234)
table-cell: 131.— xyxy=(218,363,251,376)
table-cell xyxy=(208,508,303,522)
patriarch-headline: Η ΠΕΡΙΣΤΟΛΗ ΤΩΝ ΠΡΟΝΟΜΙΩΝ ΤΟΥ ΠΑΤΡΙΑΡΧΟΥ xyxy=(924,1640,1210,1683)
classified-ad: Πωλεῖται εἰς τὸ ἐνταῦθα δερματοπωλεῖον Ν. Περπινιᾶ, ὁδὸς Κολοκοτρώνη. xyxy=(626,1575,903,1604)
table-row xyxy=(46,322,303,336)
table-cell: 30.— xyxy=(275,535,301,548)
article-text: Θὰ σᾶς εὐγνωμονῶ αἰωνίως xyxy=(328,1465,492,1479)
article-text: Ὁ σταθμάρχης τοῦ Μεταξουργείου ἀστυνόμος τῆς ἀστυνομικῆς κ. Ν. Δράκος καὶ ὅν αὐτὸν ἀστυφύλαξ κ. Χατζῆς κατώρθωσαν χθὲς τὴν ἑσπέραν διακρίνουν λωποδύτου, ὁ ὁποῖος ἀπὸ καιροῦ ἤδη εἶχε κατατεθῇ ἡ μάστιξ τῆς συνοικίας. Ὁ λωποδύτης οὗτος Ἀθανάσιος Κυρῶζ, καίτοι εἰκοσαετὴς μόλις ἔχει ἔνδοξον λωποδυτικὸν παρελθόν, συνελήφθη δὲ κατόπιν τῆς τελευταίας του κλοπῆς εἰς τὴν οἰκίαν τοῦ Γ. Σπινιζόγρη. Ὁ ἀστυνόμος κ. Πελαμάρας ἐγκαίρως εἰδοποιηθεὶς προέβη εἰς ἔρευναν ἐν τῇ οἰκίᾳ τοῦ λωποδύτου καὶ ἀνεκάλυψε διάφορα προϊόντα τοῦ ἐξασκήτου τοῦ ἐπαγγέλματος. xyxy=(316,404,613,596)
dateline: ΒΙΕΝΝΗ 27 Ἰουλίου. xyxy=(999,363,1135,377)
port-headline: ΤΑ ΛΙΜΕΝΙΚΑ ΠΡΟΝΟΜΙΑ ΤΩΝ ΣΠΟΡΑΔΩΝ xyxy=(929,234,1205,277)
article-text: Καθ᾽ ἃ μανθάνομεν, ἐν ἐκ τῶν προτῶν ὑποβληθησομένων τῆς προσεχῆ Ὀκτώβριον εἰς τὴν νέαν Σύνοδον νομοσχεδίων θὰ εἶναι καὶ τὸ συμπληρωματικὸν τῶν ἐκπαιδεύσεως τῶν ἐκ τῆς ναυτικῆς σχολῆς ἐξερχομένων σημαιοφόρων. xyxy=(916,577,1218,693)
clinic-text: Διὰ τὴν Σύφιλιν καὶ τὰς ἐπιπλοκὰς αὐτῆς, αἱ τελειότεραι μέθοδοι τῶν καθηγητῶν κ.κ. Fournier, Gaucher καὶ Ehrmann. xyxy=(1231,1142,1554,1186)
consular-subheadline: ΣΥΝΕΡΓΑΣΙΑ ΤΟΥ κ. ΡΩΜΑΝΟΥ ΜΕΤΑ ΤΟΥ κ. ΣΤΕΦΑΝΟΥ xyxy=(923,1130,1211,1161)
article-text: Διὰ τῶν συνεπειῶν ὁ ἀστυνόμος ἐξετάζων καὶ ὁ ἀνακριτὴς ἐκινήθησαν τὴν ἑπομένην, ἀλλὰ μέχρι ταύτης δὲν εἶχον ἀνακαλυφθῆ ἡ τύχη τῶν 7 χιλ. δραχμῶν μετρητῶν καὶ ἄλλων διαφόρων ἀντικειμένων. Ἀφοῦ ὅλοι ἐκαπονήθησαν καὶ περιῆλθον εἰς τὰς ἐνδείξεις, ἐζήτησαν παρὰ τῶν ἀθλίων πληροφορίας. Δύο ἐκ τῶν ἀποτελούντων τὴν συμμορίαν οἵτινες μεθ᾽ ὅλων ἔφερον τὰ χρήματα καὶ λοιπὰ ἀντικείμενα συνελήφθησαν. Κατόπιν συνελήφθησαν ὑπὸ τοῦ ἀποσπάσματος καὶ οἱ λοιποὶ καὶ ὡδηγήθησαν εἰς τὰς φυλακάς. Ἀνακρίσεις μετέβη ἐπὶ τόπου πρὸς ἀνάκρισιν. xyxy=(316,882,613,1060)
museum-place: Ἐν Ἀμφίσσῃ xyxy=(128,1582,221,1598)
article-text: ΑΣΤΙΚΟΝ ΔΙΚΑΙΟΝ Dernburg μετάφρασις Γ. Δυοβουνιώτου ἐμφυλλάδ. ἀρ. 28. Τὸ ὅλον 20 μηνῶν παρεχωρεῖ εἰς πάντα. 100 δρ. ἢ διὰ δόσεως τὰ ἐπλήξεις πληρώνοντα αὐτὰ ἀνὰ 5 δραχμὰς κατὰ μῆνα. xyxy=(626,1052,903,1126)
table-row xyxy=(46,391,303,405)
article-text: Ἐκ Κ)πόλεως ἀγγέλλεται, ὅτι ἡ Τουρκία ἀπεφάσισε νὰ σεβασθῇ τὰς προνομίας ἀφοῦ αἱ πρεσβεῖαι τῆς Ρωσίας καὶ Ἀγγλίας ὁ Σουλτάνος ἀπεφάσισε νὰ παραχωρήσῃ τὰ λιμενικὰ προνόμια τῶν Σποράδων νήσων, ἐκδίδεται δὲ ὁ ἐπὶ τούτου αὐτοκρατορικὸς ἰραδές. xyxy=(916,380,1218,512)
table-cell: 1890 xyxy=(180,508,206,521)
table-cell: 122.50 xyxy=(262,322,301,335)
article-text: Ἡ συνδιάσκεψις παρατάθεισα ὑπὲρ τὴν μίαν ὥραν, περιεστράφη εἰς τὸ ζήτημα τῆς συνομολογήσεως τῶν προξενικῶν συμβάσεων. xyxy=(916,1250,1218,1316)
table-row xyxy=(46,308,303,322)
